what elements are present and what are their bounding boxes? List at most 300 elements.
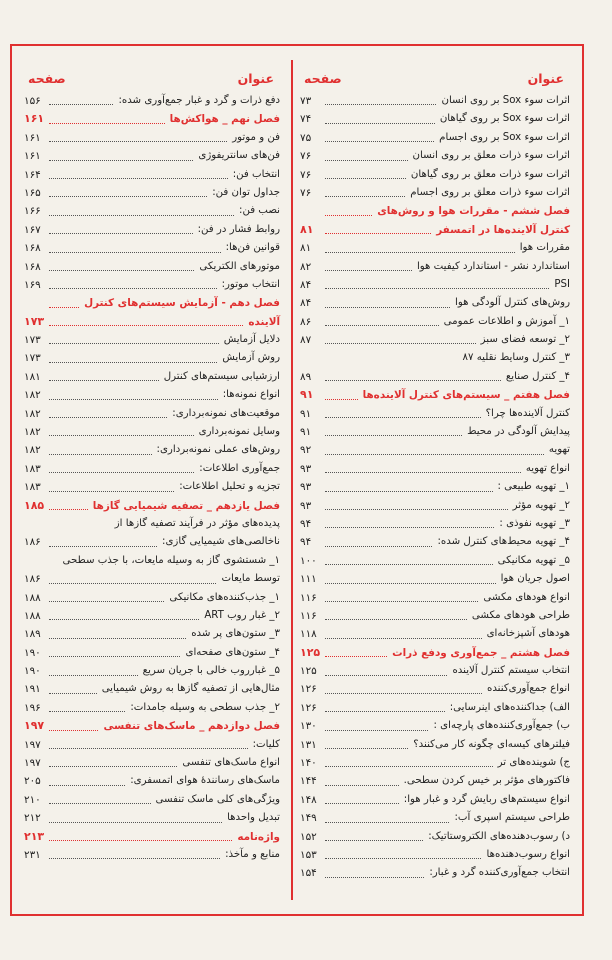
toc-entry	[300, 460, 570, 478]
toc-entry	[300, 313, 570, 331]
entry-title: مقررات هوا	[519, 242, 570, 254]
dot-leader	[49, 233, 193, 234]
toc-entry	[24, 184, 280, 202]
toc-entry	[24, 239, 280, 257]
entry-page-number: ۹۳	[300, 481, 312, 494]
entry-title: ارزشیابی سیستم‌های کنترل	[163, 370, 280, 382]
dot-leader	[325, 160, 408, 161]
toc-chapter-entry	[24, 294, 280, 312]
entry-title: فن‌های سانتریفوژی	[198, 150, 280, 162]
dot-leader	[49, 454, 152, 455]
toc-entry	[300, 681, 570, 699]
toc-chapter-entry	[24, 497, 280, 515]
dot-leader	[325, 472, 521, 473]
entry-page-number: ۱۵۲	[300, 830, 317, 843]
entry-page-number: ۱۳۱	[300, 738, 317, 751]
entry-page-number: ۱۸۲	[24, 407, 41, 420]
entry-title: انواع سیستم‌های ربایش گرد و غبار هوا:	[403, 793, 570, 805]
entry-title: وسایل نمونه‌برداری	[198, 426, 280, 438]
entry-title: انتخاب موتور:	[221, 278, 280, 290]
toc-entry	[24, 846, 280, 864]
dot-leader	[49, 417, 167, 418]
dot-leader	[49, 638, 186, 639]
toc-chapter-entry	[300, 386, 570, 404]
toc-entry	[300, 772, 570, 790]
dot-leader	[325, 803, 399, 804]
toc-entry	[24, 515, 280, 533]
toc-entry	[24, 754, 280, 772]
toc-entry	[300, 423, 570, 441]
entry-title: موتورهای الکتریکی	[199, 260, 280, 272]
entry-page-number: ۷۴	[300, 113, 312, 126]
toc-entry	[24, 791, 280, 809]
entry-page-number: ۱۸۶	[24, 536, 41, 549]
entry-title: فصل دوازدهم _ ماسک‌های تنفسی	[103, 720, 280, 733]
entry-page-number: ۷۶	[300, 150, 312, 163]
entry-title: جمع‌آوری اطلاعات:	[199, 462, 280, 474]
toc-entry	[24, 552, 280, 570]
toc-entry	[300, 276, 570, 294]
dot-leader	[325, 693, 482, 694]
entry-title: ویژگی‌های کلی ماسک تنفسی	[155, 793, 280, 805]
toc-entry	[300, 441, 570, 459]
entry-title: ۵_ تهویه مکانیکی	[497, 554, 570, 566]
entry-page-number: ۲۱۳	[24, 829, 45, 843]
entry-page-number: ۷۶	[300, 168, 312, 181]
header-title: عنوان	[237, 71, 274, 86]
entry-page-number: ۹۱	[300, 388, 314, 402]
entry-page-number: ۱۶۱	[24, 131, 41, 144]
entry-page-number: ۱۸۲	[24, 444, 41, 457]
toc-entry	[300, 699, 570, 717]
dot-leader	[49, 601, 164, 602]
toc-entry	[24, 607, 280, 625]
dot-leader	[49, 675, 138, 676]
entry-title: انتخاب سیستم کنترل آلاینده	[452, 665, 570, 677]
entry-page-number: ۹۱	[300, 407, 312, 420]
toc-entry	[300, 184, 570, 202]
toc-entry	[300, 791, 570, 809]
dot-leader	[49, 656, 180, 657]
entry-page-number: ۱۷۳	[24, 314, 45, 328]
entry-page-number: ۹۲	[300, 444, 312, 457]
entry-page-number: ۹۴	[300, 536, 312, 549]
toc-entry	[24, 147, 280, 165]
toc-entry	[24, 349, 280, 367]
toc-entry	[24, 166, 280, 184]
entry-page-number: ۱۰۰	[300, 554, 317, 567]
toc-entry	[24, 570, 280, 588]
entry-title: منابع و مآخذ:	[225, 849, 280, 860]
entry-page-number: ۱۹۷	[24, 738, 41, 751]
entry-title: ناخالصی‌های شیمیایی گازی:	[162, 536, 280, 548]
dot-leader	[325, 454, 544, 455]
entry-page-number: ۱۹۶	[24, 701, 41, 714]
toc-entry	[300, 258, 570, 276]
entry-title: روش‌های کنترل آلودگی هوا	[454, 297, 570, 309]
entry-title: اثرات سوء Sox بر روی گیاهان	[439, 113, 570, 125]
entry-page-number: ۱۶۱	[24, 150, 41, 163]
entry-title: پیدایش آلودگی در محیط	[467, 426, 570, 438]
entry-title: فن و موتور	[232, 131, 280, 143]
toc-left-column	[24, 68, 280, 864]
entry-page-number: ۱۵۶	[24, 94, 41, 107]
toc-entry	[24, 276, 280, 294]
dot-leader	[49, 123, 165, 124]
toc-entry	[24, 202, 280, 220]
toc-entry	[24, 92, 280, 110]
dot-leader	[49, 491, 174, 492]
entry-title: فصل هفتم _ سیستم‌های کنترل آلاینده‌ها	[362, 389, 570, 402]
entry-page-number: ۱۶۷	[24, 223, 41, 236]
entry-title: انواع جمع‌آوری‌کننده	[486, 683, 570, 695]
dot-leader	[325, 748, 408, 749]
dot-leader	[325, 730, 428, 731]
entry-title: فصل ششم - مقررات هوا و روش‌های	[377, 205, 570, 218]
entry-title: PSI	[554, 278, 570, 290]
dot-leader	[49, 509, 88, 510]
dot-leader	[49, 141, 227, 142]
entry-page-number: ۱۱۱	[300, 573, 317, 586]
toc-entry	[300, 552, 570, 570]
toc-entry	[300, 239, 570, 257]
dot-leader	[325, 178, 406, 179]
toc-entry	[300, 110, 570, 128]
entry-page-number: ۱۸۳	[24, 462, 41, 475]
entry-title: ب) جمع‌آوری‌کننده‌های پارچه‌ای :	[433, 720, 570, 732]
entry-page-number: ۹۳	[300, 462, 312, 475]
dot-leader	[49, 858, 220, 859]
dot-leader	[325, 840, 423, 841]
dot-leader	[49, 270, 194, 271]
dot-leader	[49, 362, 217, 363]
dot-leader	[49, 288, 217, 289]
dot-leader	[325, 104, 436, 105]
entry-title: روش آزمایش	[222, 352, 280, 364]
toc-chapter-entry	[300, 202, 570, 220]
toc-entry	[300, 736, 570, 754]
entry-page-number: ۱۶۵	[24, 186, 41, 199]
entry-title: ۳_ ستون‌های پر شده	[191, 628, 280, 640]
entry-page-number: ۲۰۵	[24, 775, 41, 788]
entry-page-number: ۲۱۲	[24, 812, 41, 825]
entry-page-number: ۱۳۰	[300, 720, 317, 733]
entry-title: اثرات سوء ذرات معلق بر روی گیاهان	[410, 168, 570, 180]
toc-entry	[24, 460, 280, 478]
toc-entry	[300, 625, 570, 643]
entry-page-number: ۸۶	[300, 315, 312, 328]
entry-title: اصول جریان هوا	[500, 573, 570, 585]
entry-page-number: ۸۹	[300, 370, 312, 383]
toc-left-list	[24, 92, 280, 864]
toc-entry	[24, 625, 280, 643]
entry-page-number: ۱۹۰	[24, 646, 41, 659]
entry-page-number: ۸۱	[300, 222, 314, 236]
entry-page-number: ۱۸۶	[24, 573, 41, 586]
toc-entry	[24, 258, 280, 276]
toc-entry	[300, 497, 570, 515]
toc-chapter-entry	[300, 644, 570, 662]
entry-page-number: ۱۴۸	[300, 793, 317, 806]
dot-leader	[49, 435, 194, 436]
dot-leader	[49, 104, 113, 105]
entry-page-number: ۲۳۱	[24, 849, 41, 861]
toc-entry	[24, 644, 280, 662]
toc-entry	[300, 515, 570, 533]
dot-leader	[49, 840, 232, 841]
dot-leader	[325, 509, 508, 510]
entry-title: انواع رسوب‌دهنده‌ها	[486, 849, 570, 860]
dot-leader	[325, 380, 501, 381]
entry-page-number: ۱۸۸	[24, 609, 41, 622]
toc-entry	[300, 349, 570, 367]
dot-leader	[49, 307, 79, 308]
entry-page-number: ۱۱۸	[300, 628, 317, 641]
entry-title: ۱_ جذب‌کننده‌های مکانیکی	[169, 591, 280, 603]
toc-entry	[300, 368, 570, 386]
entry-title: پدیده‌های مؤثر در فرآیند تصفیه گازها از	[114, 517, 280, 529]
toc-chapter-entry	[24, 110, 280, 128]
dot-leader	[49, 325, 243, 326]
entry-page-number: ۹۳	[300, 499, 312, 512]
header-title: عنوان	[527, 71, 564, 86]
dot-leader	[325, 417, 481, 418]
toc-entry	[300, 147, 570, 165]
entry-page-number: ۱۶۴	[24, 168, 41, 181]
entry-page-number: ۱۸۹	[24, 628, 41, 641]
entry-title: ۲_ توسعه فضای سبز	[480, 334, 570, 346]
entry-title: تهویه	[548, 444, 570, 456]
toc-entry	[300, 166, 570, 184]
entry-title: ۴_ کنترل صنایع	[505, 370, 570, 382]
dot-leader	[325, 527, 494, 528]
entry-title: واژه‌نامه	[237, 830, 280, 843]
toc-entry	[300, 717, 570, 735]
dot-leader	[325, 564, 493, 565]
entry-title: روابط فشار در فن:	[197, 223, 280, 235]
entry-title: فیلترهای کیسه‌ای چگونه کار می‌کنند؟	[413, 738, 570, 750]
entry-page-number: ۱۲۶	[300, 701, 317, 714]
entry-page-number: ۱۸۳	[24, 481, 41, 494]
entry-page-number: ۹۴	[300, 517, 312, 530]
toc-chapter-entry	[24, 313, 280, 331]
entry-title: کنترل آلاینده‌ها در اتمسفر	[436, 223, 570, 236]
entry-page-number: ۱۴۹	[300, 812, 317, 825]
entry-title: قوانین فن‌ها:	[225, 242, 280, 254]
dot-leader	[325, 252, 515, 253]
dot-leader	[325, 343, 476, 344]
dot-leader	[325, 491, 493, 492]
dot-leader	[325, 711, 445, 712]
entry-title: فصل یازدهم _ تصفیه شیمیایی گازها	[92, 499, 280, 512]
toc-entry	[300, 607, 570, 625]
dot-leader	[325, 215, 372, 216]
entry-page-number: ۱۷۳	[24, 352, 41, 365]
entry-title: کنترل آلاینده‌ها چرا؟	[485, 407, 570, 419]
dot-leader	[325, 638, 482, 639]
entry-page-number: ۱۴۴	[300, 775, 317, 788]
entry-page-number: ۱۸۱	[24, 370, 41, 383]
entry-page-number: ۱۵۳	[300, 849, 317, 861]
entry-page-number: ۱۸۵	[24, 498, 45, 512]
entry-title: نصب فن:	[239, 205, 280, 217]
toc-entry	[300, 533, 570, 551]
toc-entry	[24, 772, 280, 790]
toc-chapter-entry	[300, 221, 570, 239]
toc-entry	[24, 533, 280, 551]
toc-entry	[300, 405, 570, 423]
toc-entry	[300, 92, 570, 110]
dot-leader	[49, 178, 228, 179]
dot-leader	[49, 785, 125, 786]
entry-title: اثرات سوء Sox بر روی اجسام	[439, 131, 570, 143]
entry-page-number: ۱۵۴	[300, 867, 317, 880]
toc-entry	[24, 699, 280, 717]
dot-leader	[325, 141, 434, 142]
dot-leader	[49, 693, 97, 694]
entry-page-number: ۸۴	[300, 278, 312, 291]
entry-page-number: ۲۱۰	[24, 793, 41, 806]
entry-page-number: ۱۲۵	[300, 645, 321, 659]
entry-title: انواع هودهای مکشی	[483, 591, 570, 603]
toc-entry	[24, 405, 280, 423]
entry-title: د) رسوب‌دهنده‌های الکتروستاتیک:	[428, 830, 570, 842]
toc-entry	[24, 331, 280, 349]
toc-entry	[300, 754, 570, 772]
entry-page-number: ۱۹۰	[24, 665, 41, 678]
entry-title: ۲_ غبار روب ART	[204, 609, 280, 621]
toc-entry	[300, 570, 570, 588]
entry-page-number: ۱۱۶	[300, 609, 317, 622]
entry-title: دلایل آزمایش	[223, 334, 280, 346]
toc-entry	[300, 662, 570, 680]
entry-title: جداول توان فن:	[212, 186, 280, 198]
entry-title: فاکتورهای مؤثر بر خیس کردن سطحی.	[403, 775, 570, 787]
entry-title: دفع ذرات و گرد و غبار جمع‌آوری شده:	[118, 94, 280, 106]
entry-title: توسط مایعات	[221, 573, 280, 585]
entry-title: تجزیه و تحلیل اطلاعات:	[179, 481, 280, 493]
entry-page-number: ۸۷	[300, 334, 312, 347]
dot-leader	[325, 619, 467, 620]
entry-page-number: ۸۴	[300, 297, 312, 310]
dot-leader	[49, 730, 98, 731]
dot-leader	[325, 233, 431, 234]
header-page: صفحه	[304, 71, 342, 86]
entry-title: اثرات سوء ذرات معلق بر روی انسان	[412, 150, 570, 162]
toc-entry	[300, 478, 570, 496]
toc-entry	[24, 589, 280, 607]
entry-title: ۲_ تهویه مؤثر	[512, 499, 570, 511]
dot-leader	[49, 711, 125, 712]
toc-entry	[24, 441, 280, 459]
dot-leader	[49, 380, 159, 381]
dot-leader	[325, 656, 387, 657]
toc-entry	[24, 736, 280, 754]
dot-leader	[49, 399, 218, 400]
dot-leader	[325, 675, 447, 676]
entry-title: ۴_ تهویه محیط‌های کنترل شده:	[437, 536, 570, 548]
toc-right-header	[300, 68, 570, 90]
dot-leader	[49, 546, 157, 547]
entry-title: مثال‌هایی از تصفیه گازها به روش شیمیایی	[101, 683, 280, 695]
entry-title: تبدیل واحدها	[227, 812, 280, 824]
toc-chapter-entry	[24, 717, 280, 735]
toc-entry	[300, 129, 570, 147]
dot-leader	[325, 196, 405, 197]
header-page: صفحه	[28, 71, 66, 86]
entry-page-number: ۱۲۶	[300, 683, 317, 696]
dot-leader	[325, 325, 439, 326]
toc-right-column	[300, 68, 570, 883]
entry-title: ۱_ شستشوی گاز به وسیله مایعات، با جذب سطحی	[62, 554, 280, 566]
entry-page-number: ۱۷۳	[24, 334, 41, 347]
dot-leader	[49, 822, 222, 823]
dot-leader	[325, 822, 449, 823]
entry-page-number: ۱۱۶	[300, 591, 317, 604]
toc-entry	[300, 846, 570, 864]
toc-entry	[24, 478, 280, 496]
dot-leader	[49, 215, 234, 216]
dot-leader	[49, 160, 193, 161]
entry-title: فصل هشتم _ جمع‌آوری ودفع ذرات	[392, 646, 570, 659]
toc-entry	[24, 423, 280, 441]
entry-title: انواع ماسک‌های تنفسی	[182, 757, 280, 769]
entry-page-number: ۱۸۲	[24, 426, 41, 439]
entry-title: ۲_ جذب سطحی به وسیله جامدات:	[130, 701, 280, 713]
entry-title: کلیات:	[252, 738, 280, 750]
entry-title: موقعیت‌های نمونه‌برداری:	[172, 407, 280, 419]
dot-leader	[325, 766, 493, 767]
entry-page-number: ۱۴۰	[300, 757, 317, 770]
toc-entry	[300, 809, 570, 827]
dot-leader	[325, 270, 412, 271]
dot-leader	[49, 619, 199, 620]
dot-leader	[325, 858, 481, 859]
dot-leader	[325, 877, 424, 878]
dot-leader	[49, 583, 216, 584]
entry-title: انتخاب جمع‌آوری‌کننده گرد و غبار:	[429, 867, 570, 879]
dot-leader	[49, 196, 207, 197]
toc-entry	[24, 221, 280, 239]
entry-title: طراحی سیستم اسپری آب:	[454, 812, 570, 824]
dot-leader	[325, 288, 549, 289]
dot-leader	[325, 307, 450, 308]
dot-leader	[325, 601, 478, 602]
toc-entry	[24, 681, 280, 699]
toc-right-list	[300, 92, 570, 883]
entry-page-number: ۱۲۵	[300, 665, 317, 678]
entry-title: ماسک‌های رسانندهٔ هوای اتمسفری:	[130, 775, 280, 787]
entry-page-number: ۱۹۷	[24, 719, 45, 733]
toc-chapter-entry	[24, 828, 280, 846]
toc-entry	[300, 589, 570, 607]
entry-page-number: ۱۶۱	[24, 112, 45, 126]
dot-leader	[49, 252, 221, 253]
dot-leader	[325, 123, 435, 124]
entry-title: الف) جداکننده‌های اینرسایی:	[449, 701, 570, 713]
entry-title: طراحی هودهای مکشی	[471, 609, 570, 621]
entry-page-number: ۷۳	[300, 94, 312, 107]
dot-leader	[325, 785, 399, 786]
entry-page-number: ۱۶۶	[24, 205, 41, 218]
dot-leader	[49, 472, 194, 473]
entry-page-number: ۸۲	[300, 260, 312, 273]
entry-title: استاندارد نشر - استاندارد کیفیت هوا	[416, 260, 570, 272]
dot-leader	[325, 399, 358, 400]
dot-leader	[325, 435, 462, 436]
entry-title: انواع تهویه	[525, 462, 570, 474]
entry-page-number: ۱۶۸	[24, 260, 41, 273]
